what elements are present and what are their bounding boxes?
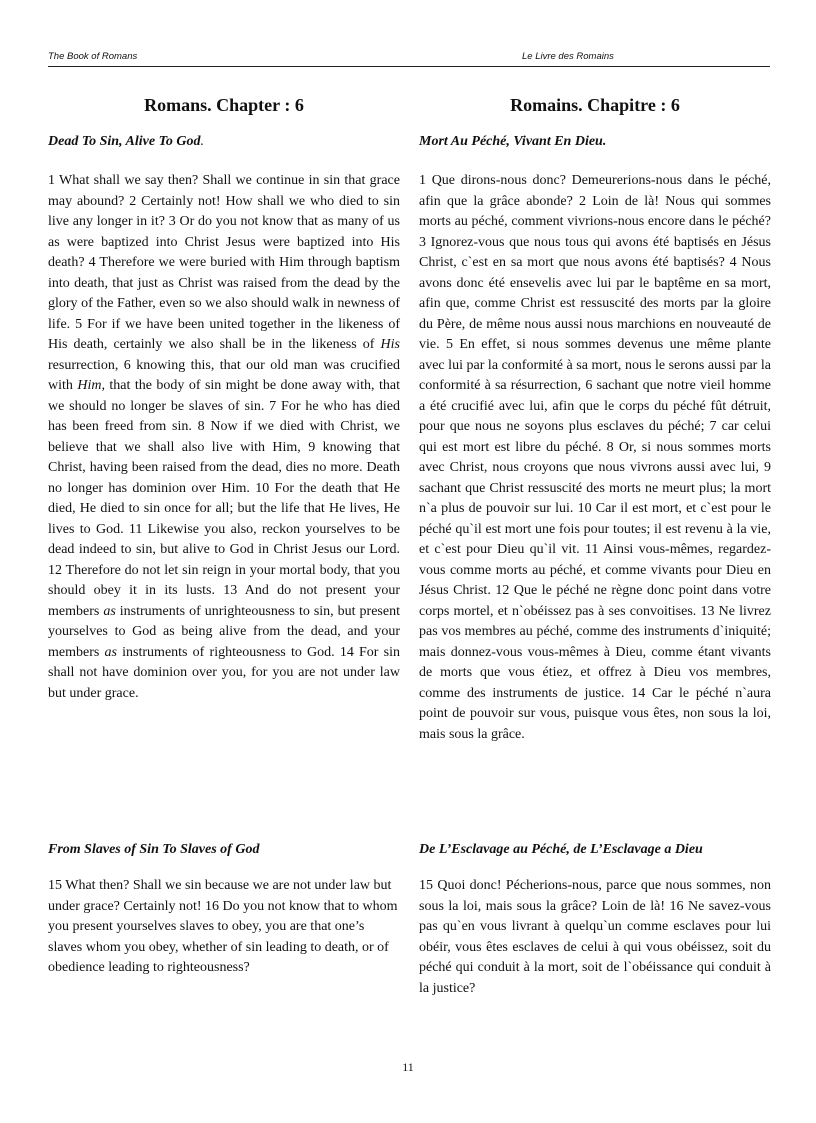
french-section1-body: 1 Que dirons-nous donc? Demeurerions-nous dans le péché, afin que la grâce abonde? 2 Loin de là! Nous qui sommes morts au péché, comment vivrions-nous encore dans le péché? 3 Ignorez-vous que nous tous qui avons été baptisés en Jésus Christ, c`est en sa mort que nous avons été baptisés? 4 Nous avons donc été ensevelis avec lui par le baptême en sa mort, afin que, comme Christ est ressuscité des morts par la gloire du Père, de même nous aussi nous marchions en nouveauté de vie. 5 En effet, si nous sommes devenus une même plante avec lui par la conformité à sa mort, nous le serons aussi par la conformité à sa résurrection, 6 sachant que notre vieil homme a été crucifié avec lui, afin que le corps du péché fût détruit, pour que nous ne soyons plus esclaves du péché; 7 car celui qui est mort est libre du péché. 8 Or, si nous sommes morts avec Christ, nous croyons que nous vivrons aussi avec lui, 9 sachant que Christ ressuscité des morts ne meurt plus; la mort n`a plus de pouvoir sur lui. 10 Car il est mort, et c`est pour le péché qu`il est mort une fois pour toutes; il est revenu à la vie, et c`est pour Dieu qu`il vit. 11 Ainsi vous-mêmes, regardez-vous comme morts au péché, et comme vivants pour Dieu en Jésus Christ. 12 Que le péché ne règne donc point dans votre corps mortel, et n`obéissez pas à ses convoitises. 13 Ne livrez pas vos membres au péché, comme des instruments d`iniquité; mais donnez-vous vous-mêmes à Dieu, comme étant vivants de morts que vous étiez, et offrez à Dieu vos membres, comme des instruments de justice. 14 Car le péché n`aura point de pouvoir sur vous, puisque vous êtes, non sous la loi, mais sous la grâce. (419, 173, 771, 742)
french-section2 (419, 876, 771, 999)
english-text-run: that the body of sin might be done away with, that we should no longer be slaves of sin. 7 For he who has died has been freed from sin. 8 Now if we died with Christ, we believe that we shall also live with Him, 9 knowing that Christ, having been raised from the dead, dies no more. Death no longer has dominion over Him. 10 For the death that He died, He died to sin once for all; but the life that He lives, He lives to God. 11 Likewise you also, reckon yourselves to be dead indeed to sin, but alive to God in Christ Jesus our Lord. 12 Therefore do not let sin reign in your mortal body, that you should obey it in its lusts. 13 And do not present your members (48, 378, 400, 619)
english-text-run: instruments of unrighteousness to sin, but present yourselves to God as being alive from the dead, and your members (48, 603, 400, 660)
english-section2-heading: From Slaves of Sin To Slaves of God (48, 842, 260, 857)
english-column (48, 94, 400, 704)
english-section1-heading-text: Dead To Sin, Alive To God (48, 134, 201, 149)
english-italic-word: His (380, 337, 400, 352)
french-section1-heading: Mort Au Péché, Vivant En Dieu. (419, 134, 607, 149)
french-section2-body: 15 Quoi donc! Pécherions-nous, parce que nous sommes, non sous la loi, mais sous la grâce? Loin de là! 16 Ne savez-vous pas qu`en vous livrant à quelqu`un comme esclaves pour lui obéir, vous êtes esclaves de celui à qui vous obéissez, soit du péché qui conduit à la mort, soit de l`obéissance qui conduit à la justice? (419, 878, 771, 996)
english-chapter-title: Romans. Chapter : 6 (144, 95, 304, 115)
page-number: 11 (402, 1060, 414, 1074)
english-italic-word: Him, (77, 378, 105, 393)
english-section1-heading-period: . (200, 134, 204, 149)
french-chapter-title: Romains. Chapitre : 6 (510, 95, 680, 115)
english-italic-word: as (103, 603, 116, 619)
english-section1-heading (48, 133, 400, 151)
english-text-run: 1 What shall we say then? Shall we continue in sin that grace may abound? 2 Certainly not! How shall we who died to sin live any longer in it? 3 Or do you not know that as many of us as were baptized into Christ Jesus were baptized into His death? 4 Therefore we were buried with Him through baptism into death, that just as Christ was raised from the dead by the glory of the Father, even so we also should walk in newness of life. 5 For if we have been united together in the likeness of His death, certainly we also shall be in the likeness of (48, 173, 400, 352)
french-column (419, 94, 771, 745)
running-head-left: The Book of Romans (48, 51, 138, 62)
running-header (48, 50, 770, 67)
english-italic-word: as (104, 644, 117, 660)
english-section2 (48, 876, 400, 979)
english-section2-header (48, 841, 400, 859)
english-text-run: instruments of righteousness to God. 14 For sin shall not have dominion over you, for you are not under law but under grace. (48, 644, 400, 701)
english-text-run: resurrection, 6 knowing this, that our old man was crucified with (48, 357, 400, 393)
french-section2-header (419, 841, 771, 859)
running-head-right: Le Livre des Romains (522, 51, 614, 62)
english-section1-body (48, 171, 400, 704)
french-section2-heading: De L’Esclavage au Péché, de L’Esclavage a Dieu (419, 842, 703, 857)
english-section2-body: 15 What then? Shall we sin because we are not under law but under grace? Certainly not! 16 Do you not know that to whom you present yourselves slaves to obey, you are that one’s slaves whom you obey, whether of sin leading to death, or of obedience leading to righteousness? (48, 878, 398, 975)
